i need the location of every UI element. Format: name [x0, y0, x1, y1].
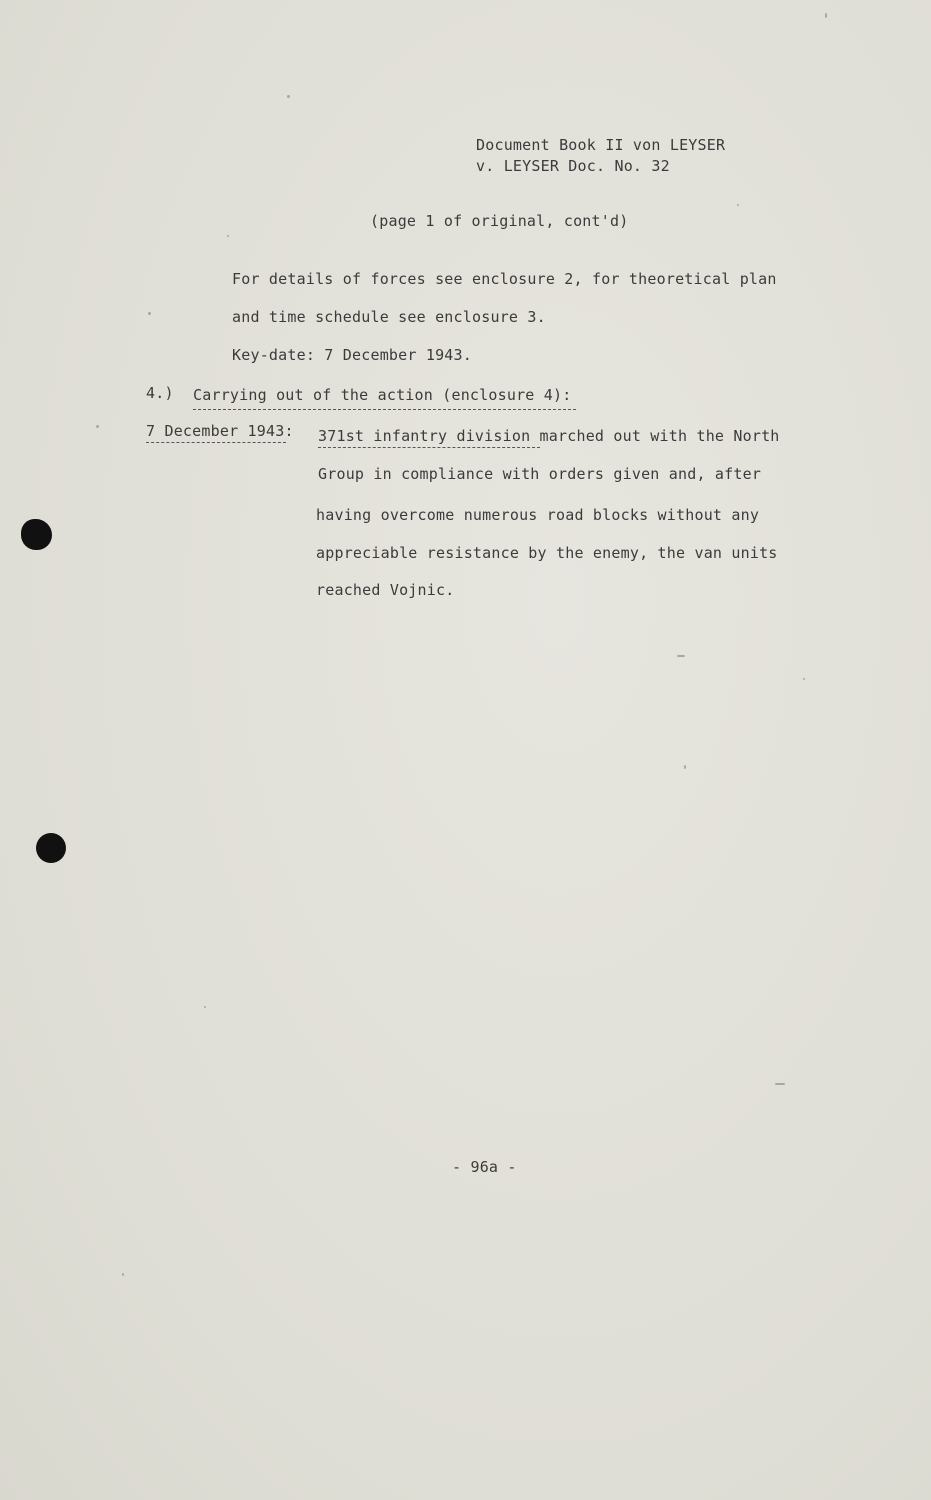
paragraph-line: and time schedule see enclosure 3.	[232, 308, 546, 326]
entry-line: 371st infantry division marched out with the North	[318, 427, 780, 445]
entry-line: appreciable resistance by the enemy, the van units	[316, 544, 778, 562]
entry-line: having overcome numerous road blocks without any	[316, 506, 760, 524]
key-date: Key-date: 7 December 1943.	[232, 346, 472, 364]
punch-hole	[21, 519, 52, 550]
document-number: v. LEYSER Doc. No. 32	[476, 157, 670, 175]
entry-line: reached Vojnic.	[316, 581, 455, 599]
document-book-reference: Document Book II von LEYSER	[476, 136, 726, 154]
entry-line: Group in compliance with orders given and, after	[318, 465, 762, 483]
page-number: - 96a -	[452, 1158, 517, 1176]
continuation-note: (page 1 of original, cont'd)	[370, 212, 629, 230]
entry-subject-underline	[318, 447, 540, 448]
section-title: Carrying out of the action (enclosure 4):	[193, 386, 572, 404]
punch-hole	[36, 833, 66, 863]
entry-date: 7 December 1943:	[146, 422, 294, 440]
entry-date-underline	[146, 442, 286, 443]
section-number: 4.)	[146, 384, 174, 402]
section-title-underline	[193, 409, 576, 410]
paragraph-line: For details of forces see enclosure 2, for theoretical plan	[232, 270, 777, 288]
